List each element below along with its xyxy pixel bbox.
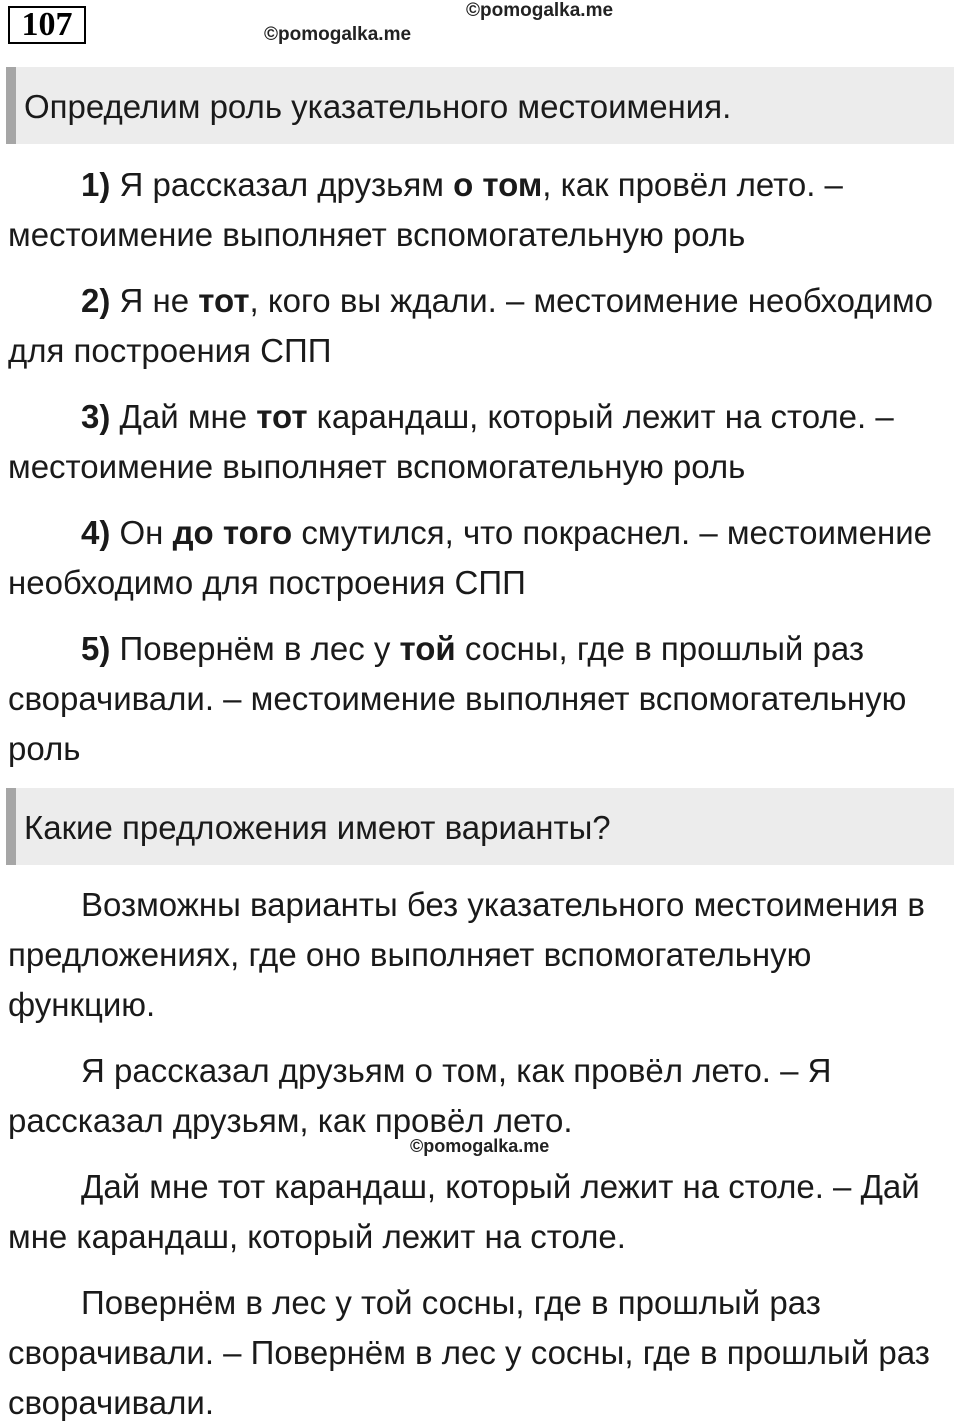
answer-item-2 bbox=[8, 276, 956, 376]
answer-item-1 bbox=[8, 160, 956, 260]
paragraph: Я рассказал друзьям о том, как провёл лето. – Я рассказал друзьям, как провёл лето. bbox=[8, 1052, 832, 1139]
task-number: 107 bbox=[8, 6, 86, 44]
answer-item-5 bbox=[8, 624, 956, 774]
item-text: смутился, что покраснел. – местоимение необходимо для построения СПП bbox=[8, 514, 932, 601]
section-heading: Определим роль указательного местоимения. bbox=[6, 67, 954, 144]
paragraph: Повернём в лес у той сосны, где в прошлый раз сворачивали. – Повернём в лес у сосны, где в прошлый раз сворачивали. bbox=[8, 1284, 930, 1421]
watermark: ©pomogalka.me bbox=[410, 1136, 550, 1156]
item-text: Я рассказал друзьям bbox=[110, 166, 454, 203]
item-text: Я не bbox=[110, 282, 199, 319]
pronoun-highlight: тот bbox=[256, 398, 308, 435]
item-number: 1) bbox=[81, 166, 111, 203]
item-text: Дай мне bbox=[110, 398, 257, 435]
item-text: Повернём в лес у bbox=[110, 630, 400, 667]
paragraph: Возможны варианты без указательного местоимения в предложениях, где оно выполняет вспомогательную функцию. bbox=[8, 886, 925, 1023]
pronoun-highlight: тот bbox=[198, 282, 250, 319]
item-text: , кого вы ждали. – местоимение необходимо для построения СПП bbox=[8, 282, 933, 369]
paragraph: Дай мне тот карандаш, который лежит на столе. – Дай мне карандаш, который лежит на столе. bbox=[8, 1168, 920, 1255]
item-text: сосны, где в прошлый раз сворачивали. – местоимение выполняет вспомогательную роль bbox=[8, 630, 907, 767]
pronoun-highlight: той bbox=[399, 630, 456, 667]
item-text: , как провёл лето. – местоимение выполняет вспомогательную роль bbox=[8, 166, 843, 253]
pronoun-highlight: до того bbox=[172, 514, 293, 551]
item-number: 2) bbox=[81, 282, 111, 319]
item-text: карандаш, который лежит на столе. – местоимение выполняет вспомогательную роль bbox=[8, 398, 894, 485]
item-number: 3) bbox=[81, 398, 111, 435]
item-number: 5) bbox=[81, 630, 111, 667]
answer-item-4 bbox=[8, 508, 956, 608]
watermark: ©pomogalka.me bbox=[466, 0, 614, 21]
watermark: ©pomogalka.me bbox=[264, 24, 412, 45]
section-heading: Какие предложения имеют варианты? bbox=[6, 788, 954, 865]
item-number: 4) bbox=[81, 514, 111, 551]
item-text: Он bbox=[110, 514, 173, 551]
pronoun-highlight: о том bbox=[453, 166, 543, 203]
answer-item-3 bbox=[8, 392, 956, 492]
